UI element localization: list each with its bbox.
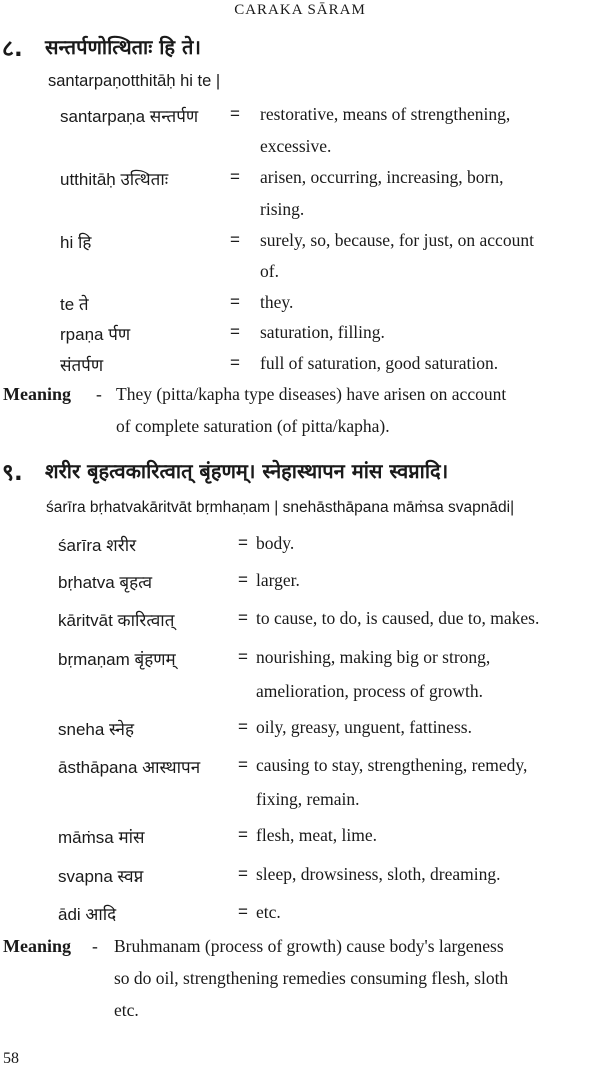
term: santarpaṇa सन्तर्पण [60, 107, 199, 126]
equals-sign: = [230, 322, 240, 341]
definition: surely, so, because, for just, on account [260, 230, 534, 250]
meaning-text: so do oil, strengthening remedies consuming flesh, sloth [114, 968, 509, 988]
meaning-label: Meaning [3, 384, 72, 404]
page-number: 58 [3, 1050, 19, 1067]
term: संतर्पण [60, 356, 104, 375]
term: bṛmaṇam बृंहणम् [58, 650, 176, 669]
definition: flesh, meat, lime. [256, 825, 378, 845]
running-head: CARAKA SĀRAM [234, 2, 366, 18]
definition: excessive. [260, 136, 332, 156]
equals-sign: = [238, 755, 248, 774]
definition: etc. [256, 902, 281, 922]
equals-sign: = [238, 864, 248, 883]
definition: causing to stay, strengthening, remedy, [256, 755, 528, 775]
definition: oily, greasy, unguent, fattiness. [256, 717, 472, 737]
term: hi हि [60, 233, 92, 252]
verse-8-transliteration: santarpaṇotthitāḥ hi te | [48, 72, 221, 90]
term: māṁsa मांस [58, 828, 145, 847]
equals-sign: = [238, 570, 248, 589]
meaning-text: of complete saturation (of pitta/kapha). [116, 416, 390, 436]
equals-sign: = [238, 608, 248, 627]
definition: larger. [256, 570, 300, 590]
term: sneha स्नेह [58, 720, 134, 739]
definition: body. [256, 533, 295, 553]
verse-8-sanskrit: सन्तर्पणोत्थिताः हि ते। [45, 35, 201, 59]
verse-9-number: ९. [2, 460, 23, 486]
term: āsthāpana आस्थापन [58, 758, 201, 777]
equals-sign: = [230, 292, 240, 311]
equals-sign: = [238, 533, 248, 552]
verse-9-sanskrit: शरीर बृहत्वकारित्वात् बृंहणम्। स्नेहास्थापन मांस स्वप्नादि। [45, 459, 449, 483]
term: utthitāḥ उत्थिताः [60, 170, 169, 189]
definition: arisen, occurring, increasing, born, [260, 167, 504, 187]
equals-sign: = [230, 167, 240, 186]
meaning-text: etc. [114, 1000, 139, 1020]
equals-sign: = [238, 717, 248, 736]
term: te ते [60, 295, 89, 314]
term: kāritvāt कारित्वात् [58, 611, 175, 630]
equals-sign: = [238, 902, 248, 921]
meaning-label: Meaning [3, 936, 72, 956]
definition: amelioration, process of growth. [256, 681, 483, 701]
definition: of. [260, 261, 279, 281]
term: svapna स्वप्न [58, 867, 144, 886]
term: bṛhatva बृहत्व [58, 573, 153, 592]
term: ādi आदि [58, 905, 117, 924]
verse-9-transliteration: śarīra bṛhatvakāritvāt bṛmhaṇam | snehāsthāpana māṁsa svapnādi| [46, 499, 515, 516]
definition: sleep, drowsiness, sloth, dreaming. [256, 864, 501, 884]
definition: fixing, remain. [256, 789, 360, 809]
definition: full of saturation, good saturation. [260, 353, 499, 373]
definition: they. [260, 292, 294, 312]
definition: nourishing, making big or strong, [256, 647, 491, 667]
meaning-dash: - [96, 384, 102, 404]
meaning-dash: - [92, 936, 98, 956]
definition: to cause, to do, is caused, due to, makes. [256, 608, 540, 628]
term: rpaṇa र्पण [60, 325, 131, 344]
equals-sign: = [238, 825, 248, 844]
equals-sign: = [230, 353, 240, 372]
term: śarīra शरीर [58, 536, 137, 555]
verse-8-number: ८. [2, 36, 23, 62]
meaning-text: Bruhmanam (process of growth) cause body's largeness [114, 936, 504, 956]
equals-sign: = [238, 647, 248, 666]
definition: saturation, filling. [260, 322, 385, 342]
definition: rising. [260, 199, 305, 219]
equals-sign: = [230, 230, 240, 249]
definition: restorative, means of strengthening, [260, 104, 511, 124]
meaning-text: They (pitta/kapha type diseases) have arisen on account [116, 384, 507, 404]
equals-sign: = [230, 104, 240, 123]
